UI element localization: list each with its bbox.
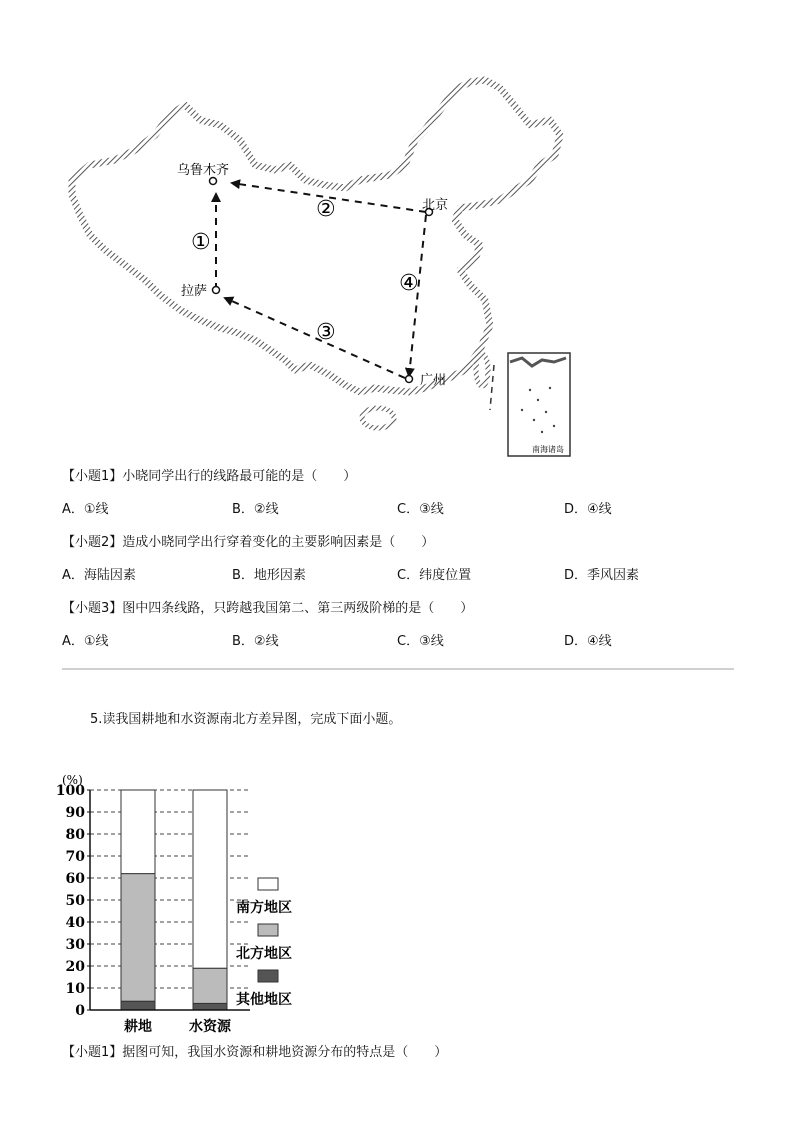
bar-segment	[121, 874, 155, 1002]
bar-segment	[193, 1003, 227, 1010]
q1-option-d[interactable]: D．④线	[564, 502, 612, 517]
y-tick-label: 90	[65, 805, 85, 821]
urumqi-point	[210, 178, 217, 185]
beijing-label: 北京	[422, 198, 449, 213]
china-border	[72, 80, 560, 392]
bar-segment	[121, 790, 155, 874]
q3-stem: 【小题3】图中四条线路，只跨越我国第二、第三两级阶梯的是（ ）	[62, 601, 474, 616]
y-tick-label: 20	[65, 959, 85, 975]
y-tick-label: 0	[75, 1003, 85, 1019]
q5-1-stem: 【小题1】据图可知，我国水资源和耕地资源分布的特点是（ ）	[62, 1045, 448, 1060]
q2-option-c[interactable]: C．纬度位置	[397, 568, 472, 583]
q1-option-a[interactable]: A．①线	[62, 502, 109, 517]
route-1-label: ①	[191, 230, 211, 255]
y-tick-label: 70	[65, 849, 85, 865]
q1-option-c[interactable]: C．③线	[397, 502, 444, 517]
q2-option-d[interactable]: D．季风因素	[564, 568, 640, 583]
south-china-sea-inset	[508, 353, 570, 456]
q3-option-b[interactable]: B．②线	[232, 634, 279, 649]
q3-option-a[interactable]: A．①线	[62, 634, 109, 649]
y-tick-label: 30	[65, 937, 85, 953]
route-3-label: ③	[316, 320, 336, 345]
q1-stem: 【小题1】小晓同学出行的线路最可能的是（ ）	[62, 469, 357, 484]
legend-swatch	[258, 878, 278, 890]
bar-segment	[193, 968, 227, 1003]
q2-option-a[interactable]: A．海陆因素	[62, 568, 136, 583]
hainan-island	[362, 408, 394, 428]
legend-label: 北方地区	[236, 946, 292, 962]
legend-swatch	[258, 970, 278, 982]
y-tick-label: 80	[65, 827, 85, 843]
legend-label: 南方地区	[236, 900, 292, 916]
guangzhou-label: 广州	[420, 373, 447, 388]
y-tick-label: 10	[65, 981, 85, 997]
x-category-label: 耕地	[124, 1019, 152, 1035]
y-tick-label: 60	[65, 871, 85, 887]
legend-label: 其他地区	[236, 992, 292, 1008]
stacked-bar-chart	[55, 760, 340, 1042]
section-divider	[62, 668, 734, 670]
y-axis-label: (%)	[62, 773, 83, 787]
route-4-label: ④	[399, 271, 419, 296]
q3-option-c[interactable]: C．③线	[397, 634, 444, 649]
guangzhou-point	[406, 376, 413, 383]
y-tick-label: 100	[55, 783, 85, 799]
route-2-label: ②	[316, 197, 336, 222]
q1-option-b[interactable]: B．②线	[232, 502, 279, 517]
bar-segment	[193, 790, 227, 968]
q2-option-b[interactable]: B．地形因素	[232, 568, 306, 583]
lhasa-point	[213, 287, 220, 294]
china-route-map	[60, 70, 580, 470]
taiwan-island	[476, 354, 488, 386]
x-category-label: 水资源	[189, 1019, 231, 1035]
y-tick-label: 50	[65, 893, 85, 909]
section5-intro: 5.读我国耕地和水资源南北方差异图，完成下面小题。	[90, 712, 402, 727]
q3-option-d[interactable]: D．④线	[564, 634, 612, 649]
lhasa-label: 拉萨	[181, 284, 208, 299]
q2-stem: 【小题2】造成小晓同学出行穿着变化的主要影响因素是（ ）	[62, 535, 435, 550]
inset-label: 南海诸岛	[532, 445, 564, 454]
legend-swatch	[258, 924, 278, 936]
sea-border	[490, 365, 494, 410]
bar-segment	[121, 1001, 155, 1010]
y-tick-label: 40	[65, 915, 85, 931]
urumqi-label: 乌鲁木齐	[177, 163, 230, 178]
